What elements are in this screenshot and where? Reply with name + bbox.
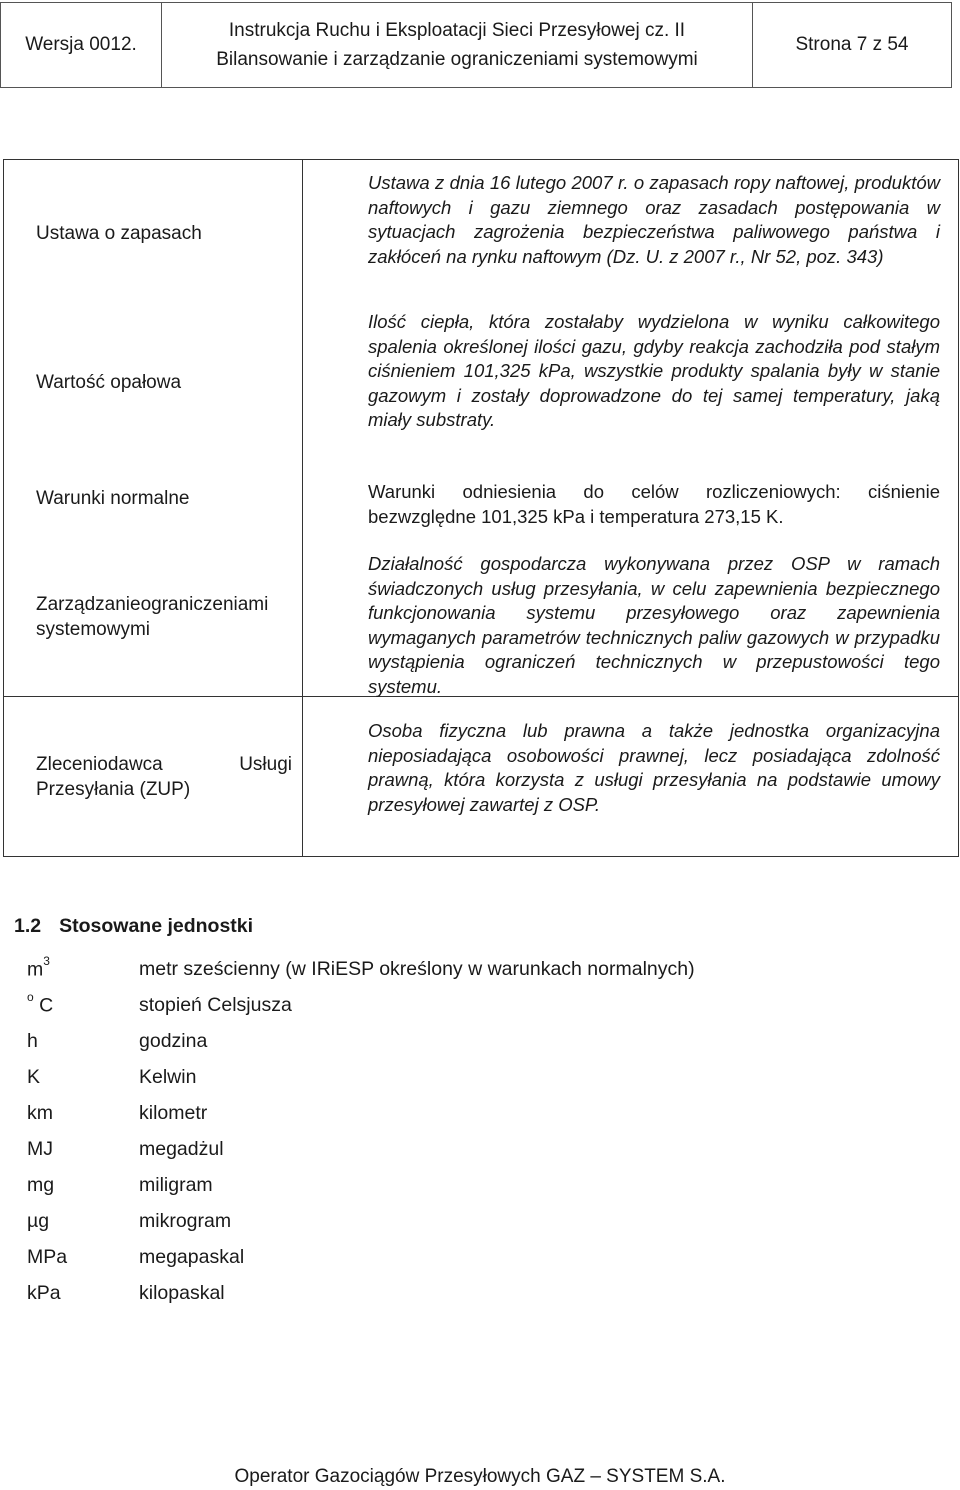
definition-text: Ilość ciepła, która zostałaby wydzielona w wyniku całkowitego spalenia określonej ilości gazu, gdyby reakcja zachodziła pod stałym ciśnieniem 101,325 kPa, wszystkie produkty spalania były w stanie gazowym i zostały doprowadzone do tej samej temperatury, jaką miały substraty. <box>368 311 940 430</box>
definition-term: Warunki normalne <box>4 458 303 538</box>
unit-name: metr sześcienny (w IRiESP określony w warunkach normalnych) <box>139 957 695 980</box>
definition-text: Działalność gospodarcza wykonywana przez OSP w ramach świadczonych usług przesyłania, w celu zapewnienia bezpiecznego funkcjonowania systemu przesyłowego oraz zapewnienia wymaganych parametrów technicznych paliw gazowych w przypadku wystąpienia ograniczeń technicznych w przepustowości tego systemu. <box>368 553 940 697</box>
definition-row <box>4 538 958 696</box>
section-number: 1.2 <box>14 915 42 937</box>
unit-name: kilometr <box>139 1101 208 1124</box>
section-heading <box>14 915 253 938</box>
unit-name: mikrogram <box>139 1209 232 1232</box>
definition-text: Ustawa z dnia 16 lutego 2007 r. o zapasach ropy naftowej, produktów naftowych i gazu ziemnego oraz zasadach postępowania w sytuacjach zagrożenia bezpieczeństwa paliwowego państwa i zakłóceń na rynku naftowym (Dz. U. z 2007 r., Nr 52, poz. 343) <box>368 172 940 267</box>
definition-term <box>4 538 303 696</box>
definition-term-part: Zleceniodawca <box>36 753 163 775</box>
unit-symbol: km <box>27 1101 53 1124</box>
page-footer: Operator Gazociągów Przesyłowych GAZ – SYSTEM S.A. <box>234 1466 726 1487</box>
unit-symbol: $m^3$ <box>27 953 50 981</box>
unit-row <box>27 1023 695 1059</box>
document-title-line1: Instrukcja Ruchu i Eksploatacji Sieci Przesyłowej cz. II <box>228 20 686 41</box>
unit-name: kilopaskal <box>139 1281 225 1304</box>
definition-term-part: Przesyłania (ZUP) <box>36 778 191 800</box>
unit-row <box>27 1203 695 1239</box>
definition-text: Osoba fizyczna lub prawna a także jednostka organizacyjna nieposiadająca osobowości prawnej, lecz posiadająca zdolność prawną, która korzysta z usługi przesyłania na podstawie umowy przesyłowej zawartej z OSP. <box>368 720 940 815</box>
definition-row <box>4 160 958 306</box>
unit-name: megapaskal <box>139 1245 245 1268</box>
unit-name: Kelwin <box>139 1065 197 1088</box>
unit-row <box>27 1275 695 1311</box>
document-title-line2: Bilansowanie i zarządzanie ograniczeniami systemowymi <box>216 49 698 70</box>
unit-row <box>27 1239 695 1275</box>
unit-name: stopień Celsjusza <box>139 993 292 1016</box>
definition-row <box>4 306 958 458</box>
unit-symbol: MJ <box>27 1137 53 1160</box>
definition-term <box>4 697 303 856</box>
definitions-table <box>3 159 959 857</box>
unit-row <box>27 1167 695 1203</box>
unit-row <box>27 951 695 987</box>
definition-row <box>4 696 958 856</box>
version-label: Wersja 0012. <box>1 3 162 87</box>
unit-symbol: MPa <box>27 1245 68 1268</box>
definition-term: Ustawa o zapasach <box>4 160 303 306</box>
document-title <box>162 3 753 87</box>
unit-name: megadżul <box>139 1137 224 1160</box>
section-title: Stosowane jednostki <box>59 915 254 937</box>
unit-symbol: K <box>27 1065 41 1088</box>
unit-symbol: mg <box>27 1173 55 1196</box>
definition-term-word: ograniczeniami <box>140 594 269 615</box>
units-list <box>27 951 695 1311</box>
definition-term-word: systemowymi <box>36 619 151 640</box>
unit-symbol: µg <box>27 1209 50 1232</box>
page-header <box>0 2 952 88</box>
unit-symbol: h <box>27 1029 38 1052</box>
page-number: Strona 7 z 54 <box>795 34 909 55</box>
unit-row <box>27 1131 695 1167</box>
unit-row <box>27 987 695 1023</box>
definition-text: Warunki odniesienia do celów rozliczeniowych: ciśnienie bezwzględne 101,325 kPa i temperatura 273,15 K. <box>368 481 940 527</box>
definition-term-word: Zarządzanie <box>36 594 141 615</box>
definition-term: Wartość opałowa <box>4 306 303 458</box>
unit-row <box>27 1059 695 1095</box>
unit-row <box>27 1095 695 1131</box>
definition-row <box>4 458 958 538</box>
unit-name: godzina <box>139 1029 208 1052</box>
unit-symbol: kPa <box>27 1281 61 1304</box>
unit-symbol: $^o$ C <box>27 989 54 1017</box>
unit-name: miligram <box>139 1173 213 1196</box>
definition-term-part: Usługi <box>239 753 292 775</box>
